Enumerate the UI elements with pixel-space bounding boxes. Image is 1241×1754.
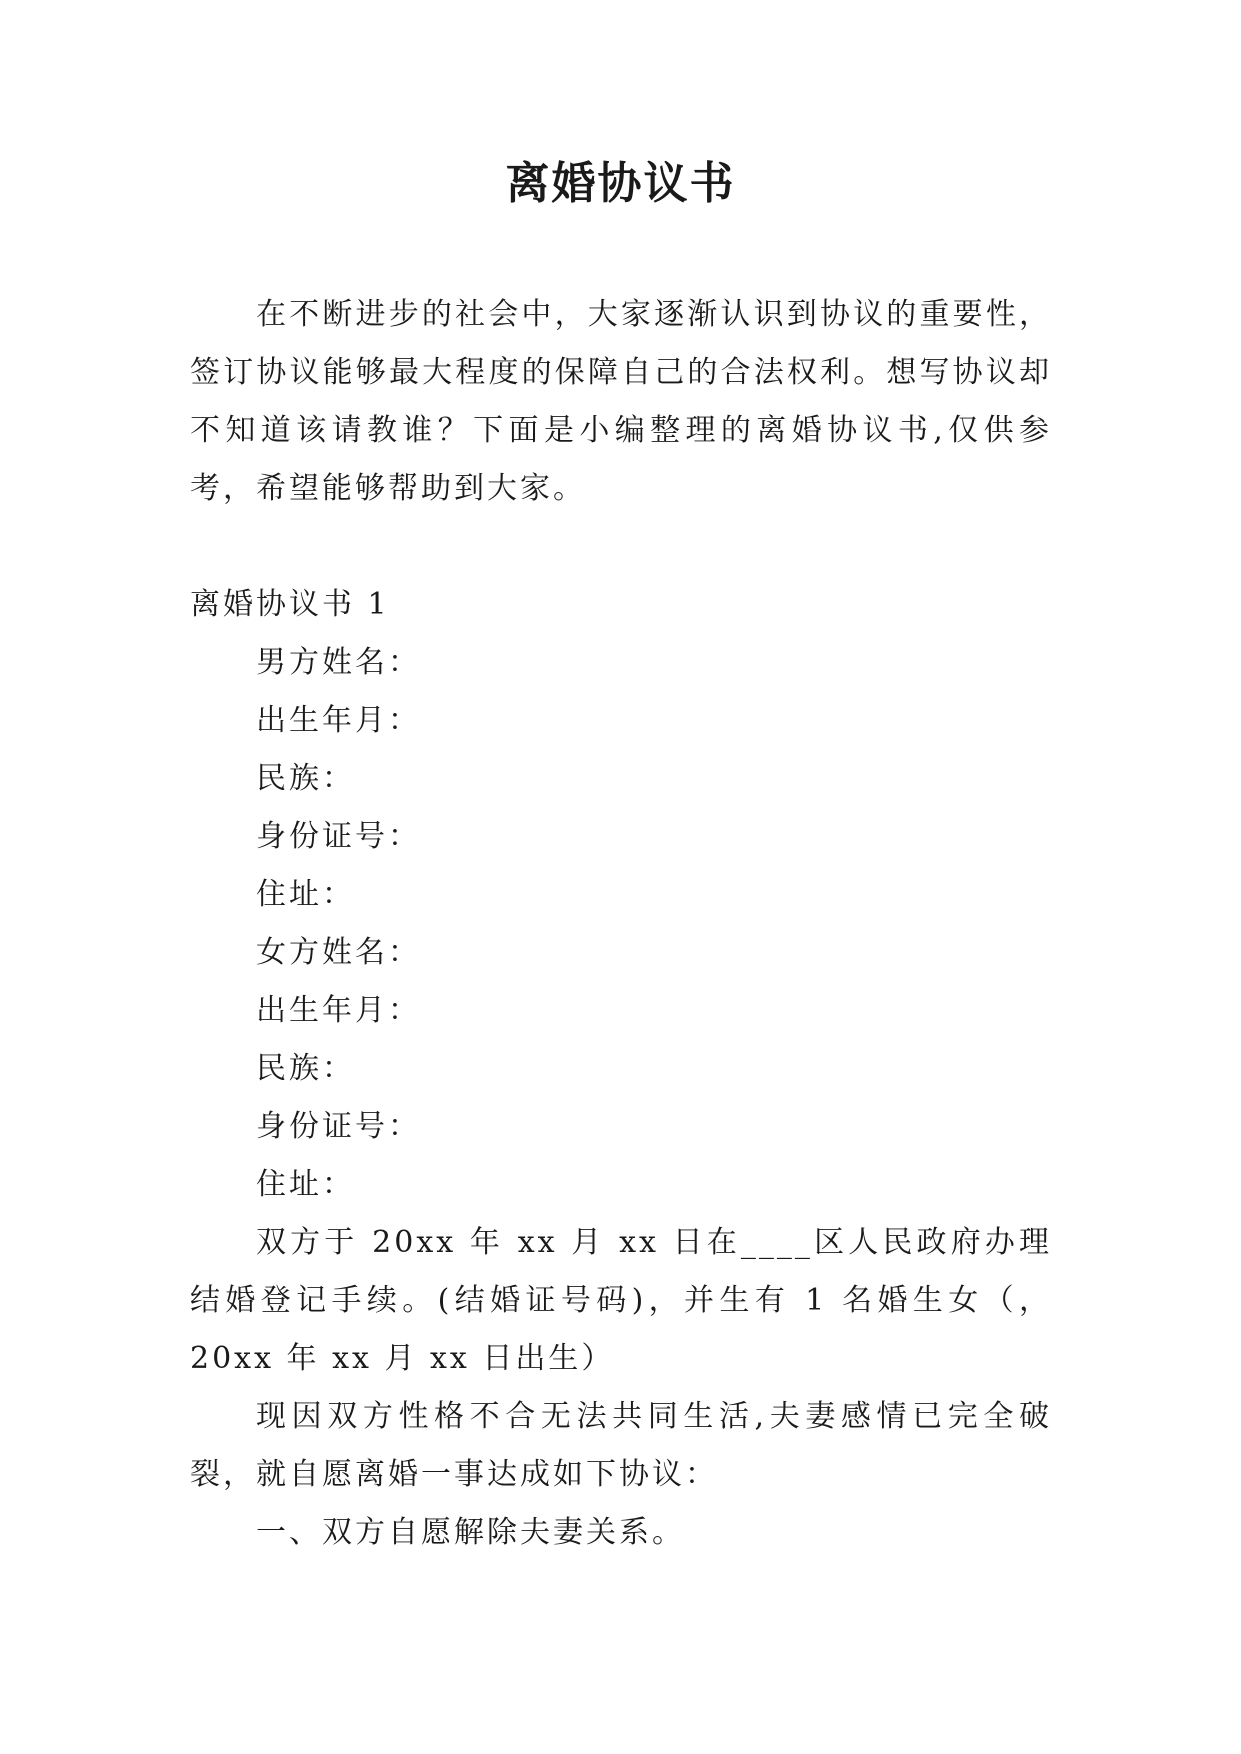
marriage-paragraph: 双方于 20xx 年 xx 月 xx 日在____区人民政府办理结婚登记手续。(结婚证号码)，并生有 1 名婚生女（，20xx 年 xx 月 xx 日出生） — [190, 1225, 1052, 1376]
reason-paragraph: 现因双方性格不合无法共同生活,夫妻感情已完全破裂，就自愿离婚一事达成如下协议： — [190, 1399, 1052, 1492]
field-male-id: 身份证号： — [256, 819, 421, 854]
field-female-id: 身份证号： — [256, 1109, 421, 1144]
paragraph-spacer — [190, 518, 1052, 576]
clause-1: 一、双方自愿解除夫妻关系。 — [256, 1515, 685, 1550]
field-female-ethnicity: 民族： — [256, 1051, 355, 1086]
document-title: 离婚协议书 — [505, 158, 736, 209]
document-body — [190, 286, 1052, 1562]
field-female-name: 女方姓名： — [256, 935, 421, 970]
section-heading: 离婚协议书 1 — [190, 587, 390, 622]
field-male-name: 男方姓名： — [256, 645, 421, 680]
field-male-ethnicity: 民族： — [256, 761, 355, 796]
field-female-address: 住址： — [256, 1167, 355, 1202]
field-male-address: 住址： — [256, 877, 355, 912]
field-male-birth: 出生年月： — [256, 703, 421, 738]
intro-paragraph: 在不断进步的社会中，大家逐渐认识到协议的重要性，签订协议能够最大程度的保障自己的合法权利。想写协议却不知道该请教谁？下面是小编整理的离婚协议书,仅供参考，希望能够帮助到大家。 — [190, 297, 1052, 506]
field-female-birth: 出生年月： — [256, 993, 421, 1028]
